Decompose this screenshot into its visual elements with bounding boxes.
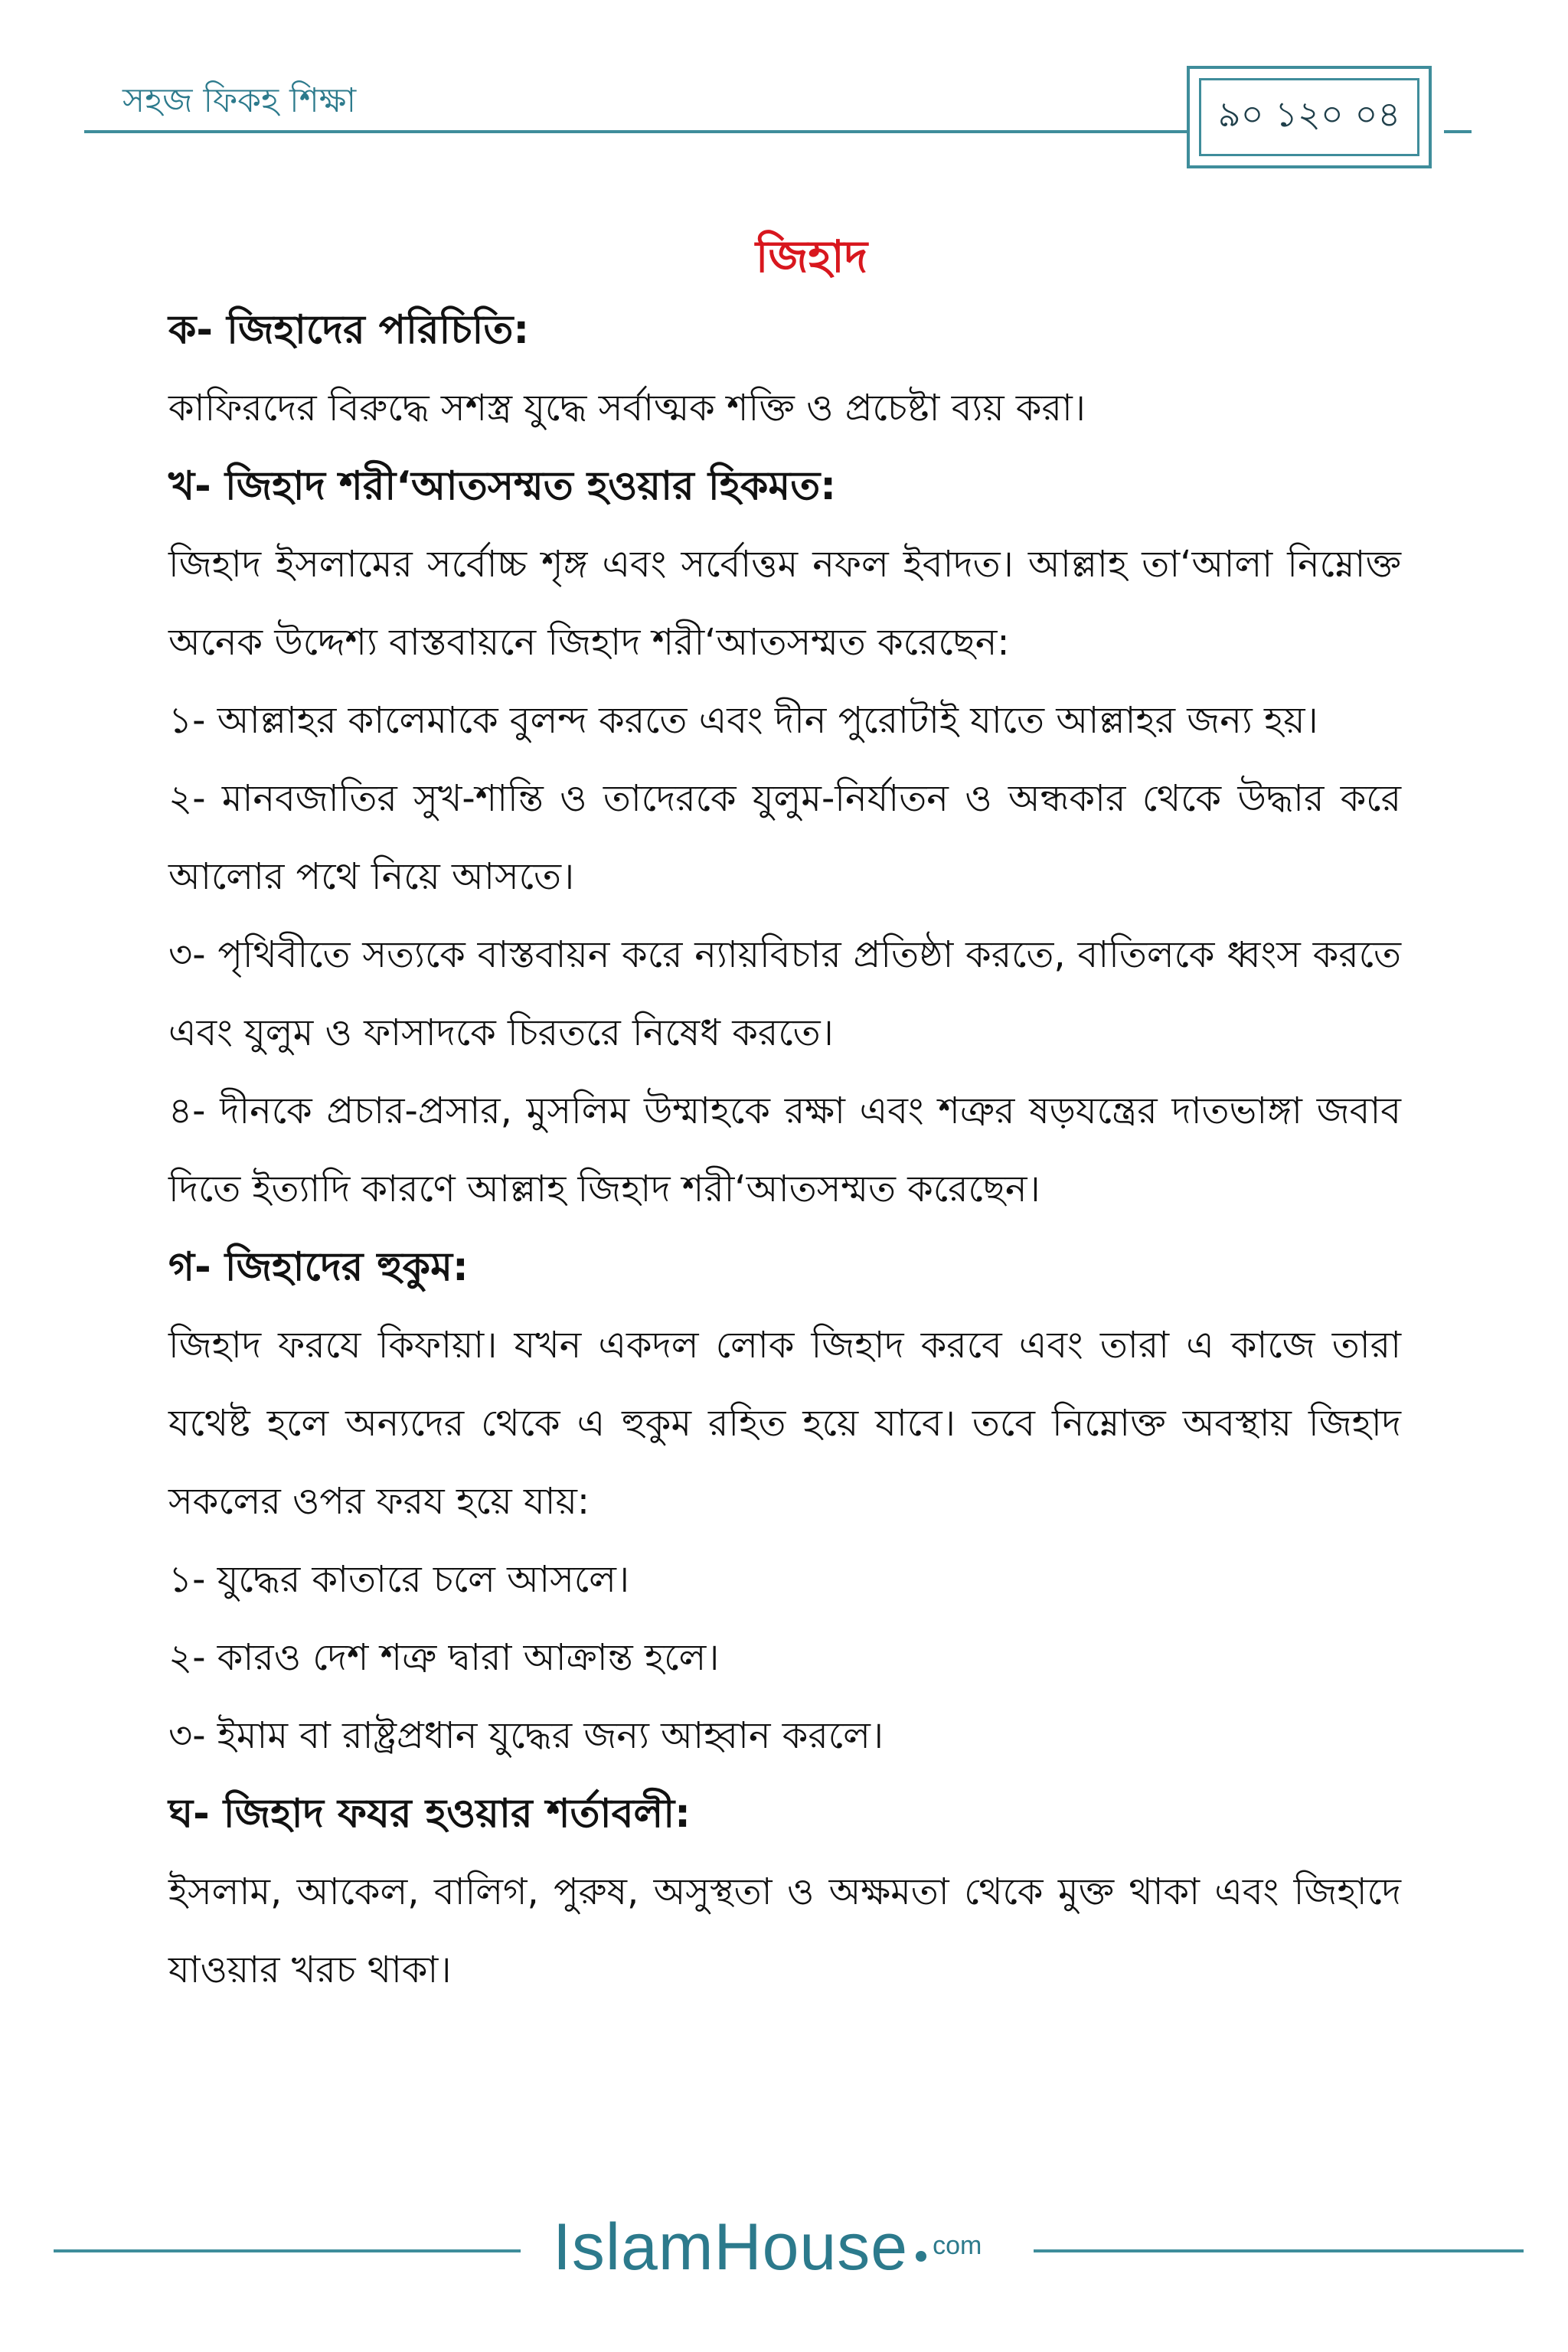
section-ruling <box>168 1228 1401 1775</box>
book-title: সহজ ফিকহ শিক্ষা <box>122 81 357 120</box>
list-item: ১- আল্লাহর কালেমাকে বুলন্দ করতে এবং দীন পুরোটাই যাতে আল্লাহর জন্য হয়। <box>168 699 1318 742</box>
logo-text: IslamHouse <box>553 2210 909 2284</box>
list-item: ৩- ইমাম বা রাষ্ট্রপ্রধান যুদ্ধের জন্য আহ্বান করলে। <box>168 1714 884 1757</box>
islamhouse-logo[interactable] <box>553 2210 982 2285</box>
list-item: ২- মানবজাতির সুখ-শান্তি ও তাদেরকে যুলুম-নির্যাতন ও অন্ধকার থেকে উদ্ধার করে আলোর পথে নিয়ে আসতে। <box>168 777 1401 898</box>
paragraph: কাফিরদের বিরুদ্ধে সশস্ত্র যুদ্ধে সর্বাত্মক শক্তি ও প্রচেষ্টা ব্যয় করা। <box>168 387 1086 430</box>
footer-rule-left <box>54 2249 521 2252</box>
section-wisdom <box>168 447 1401 1228</box>
page-title: জিহাদ <box>755 230 868 283</box>
section-introduction <box>168 291 1401 447</box>
paragraph: জিহাদ ইসলামের সর্বোচ্চ শৃঙ্গ এবং সর্বোত্তম নফল ইবাদত। আল্লাহ তা‘আলা নিম্নোক্ত অনেক উদ্দেশ্য বাস্তবায়নে জিহাদ শরী‘আতসম্মত করেছেন: <box>168 543 1401 664</box>
logo-dot-icon <box>916 2251 926 2262</box>
paragraph: জিহাদ ফরযে কিফায়া। যখন একদল লোক জিহাদ করবে এবং তারা এ কাজে তারা যথেষ্ট হলে অন্যদের থেকে এ হুকুম রহিত হয়ে যাবে। তবে নিম্নোক্ত অবস্থায় জিহাদ সকলের ওপর ফরয হয়ে যায়: <box>168 1324 1401 1523</box>
section-heading: খ- জিহাদ শরী‘আতসম্মত হওয়ার হিকমত: <box>168 463 837 509</box>
list-item: ১- যুদ্ধের কাতারে চলে আসলে। <box>168 1558 630 1601</box>
logo-suffix: com <box>933 2231 982 2260</box>
page-number-box <box>1187 66 1432 168</box>
paragraph: ইসলাম, আকেল, বালিগ, পুরুষ, অসুস্থতা ও অক্ষমতা থেকে মুক্ত থাকা এবং জিহাদে যাওয়ার খরচ থাকা। <box>168 1870 1401 1991</box>
section-conditions <box>168 1775 1401 2009</box>
list-item: ৩- পৃথিবীতে সত্যকে বাস্তবায়ন করে ন্যায়বিচার প্রতিষ্ঠা করতে, বাতিলকে ধ্বংস করতে এবং যুলুম ও ফাসাদকে চিরতরে নিষেধ করতে। <box>168 933 1401 1054</box>
page-content <box>168 222 1401 2009</box>
list-item: ৪- দীনকে প্রচার-প্রসার, মুসলিম উম্মাহকে রক্ষা এবং শত্রুর ষড়যন্ত্রের দাতভাঙ্গা জবাব দিতে ইত্যাদি কারণে আল্লাহ জিহাদ শরী‘আতসম্মত করেছেন। <box>168 1089 1401 1210</box>
header-rule-tail <box>1444 130 1472 133</box>
footer-rule-right <box>1034 2249 1524 2252</box>
page-number: ৯০ ১২০ ০৪ <box>1199 78 1419 156</box>
header-rule <box>84 130 1187 133</box>
section-heading: গ- জিহাদের হুকুম: <box>168 1244 469 1290</box>
list-item: ২- কারও দেশ শত্রু দ্বারা আক্রান্ত হলে। <box>168 1636 720 1679</box>
section-heading: ক- জিহাদের পরিচিতি: <box>168 307 530 353</box>
section-heading: ঘ- জিহাদ ফযর হওয়ার শর্তাবলী: <box>168 1791 691 1837</box>
